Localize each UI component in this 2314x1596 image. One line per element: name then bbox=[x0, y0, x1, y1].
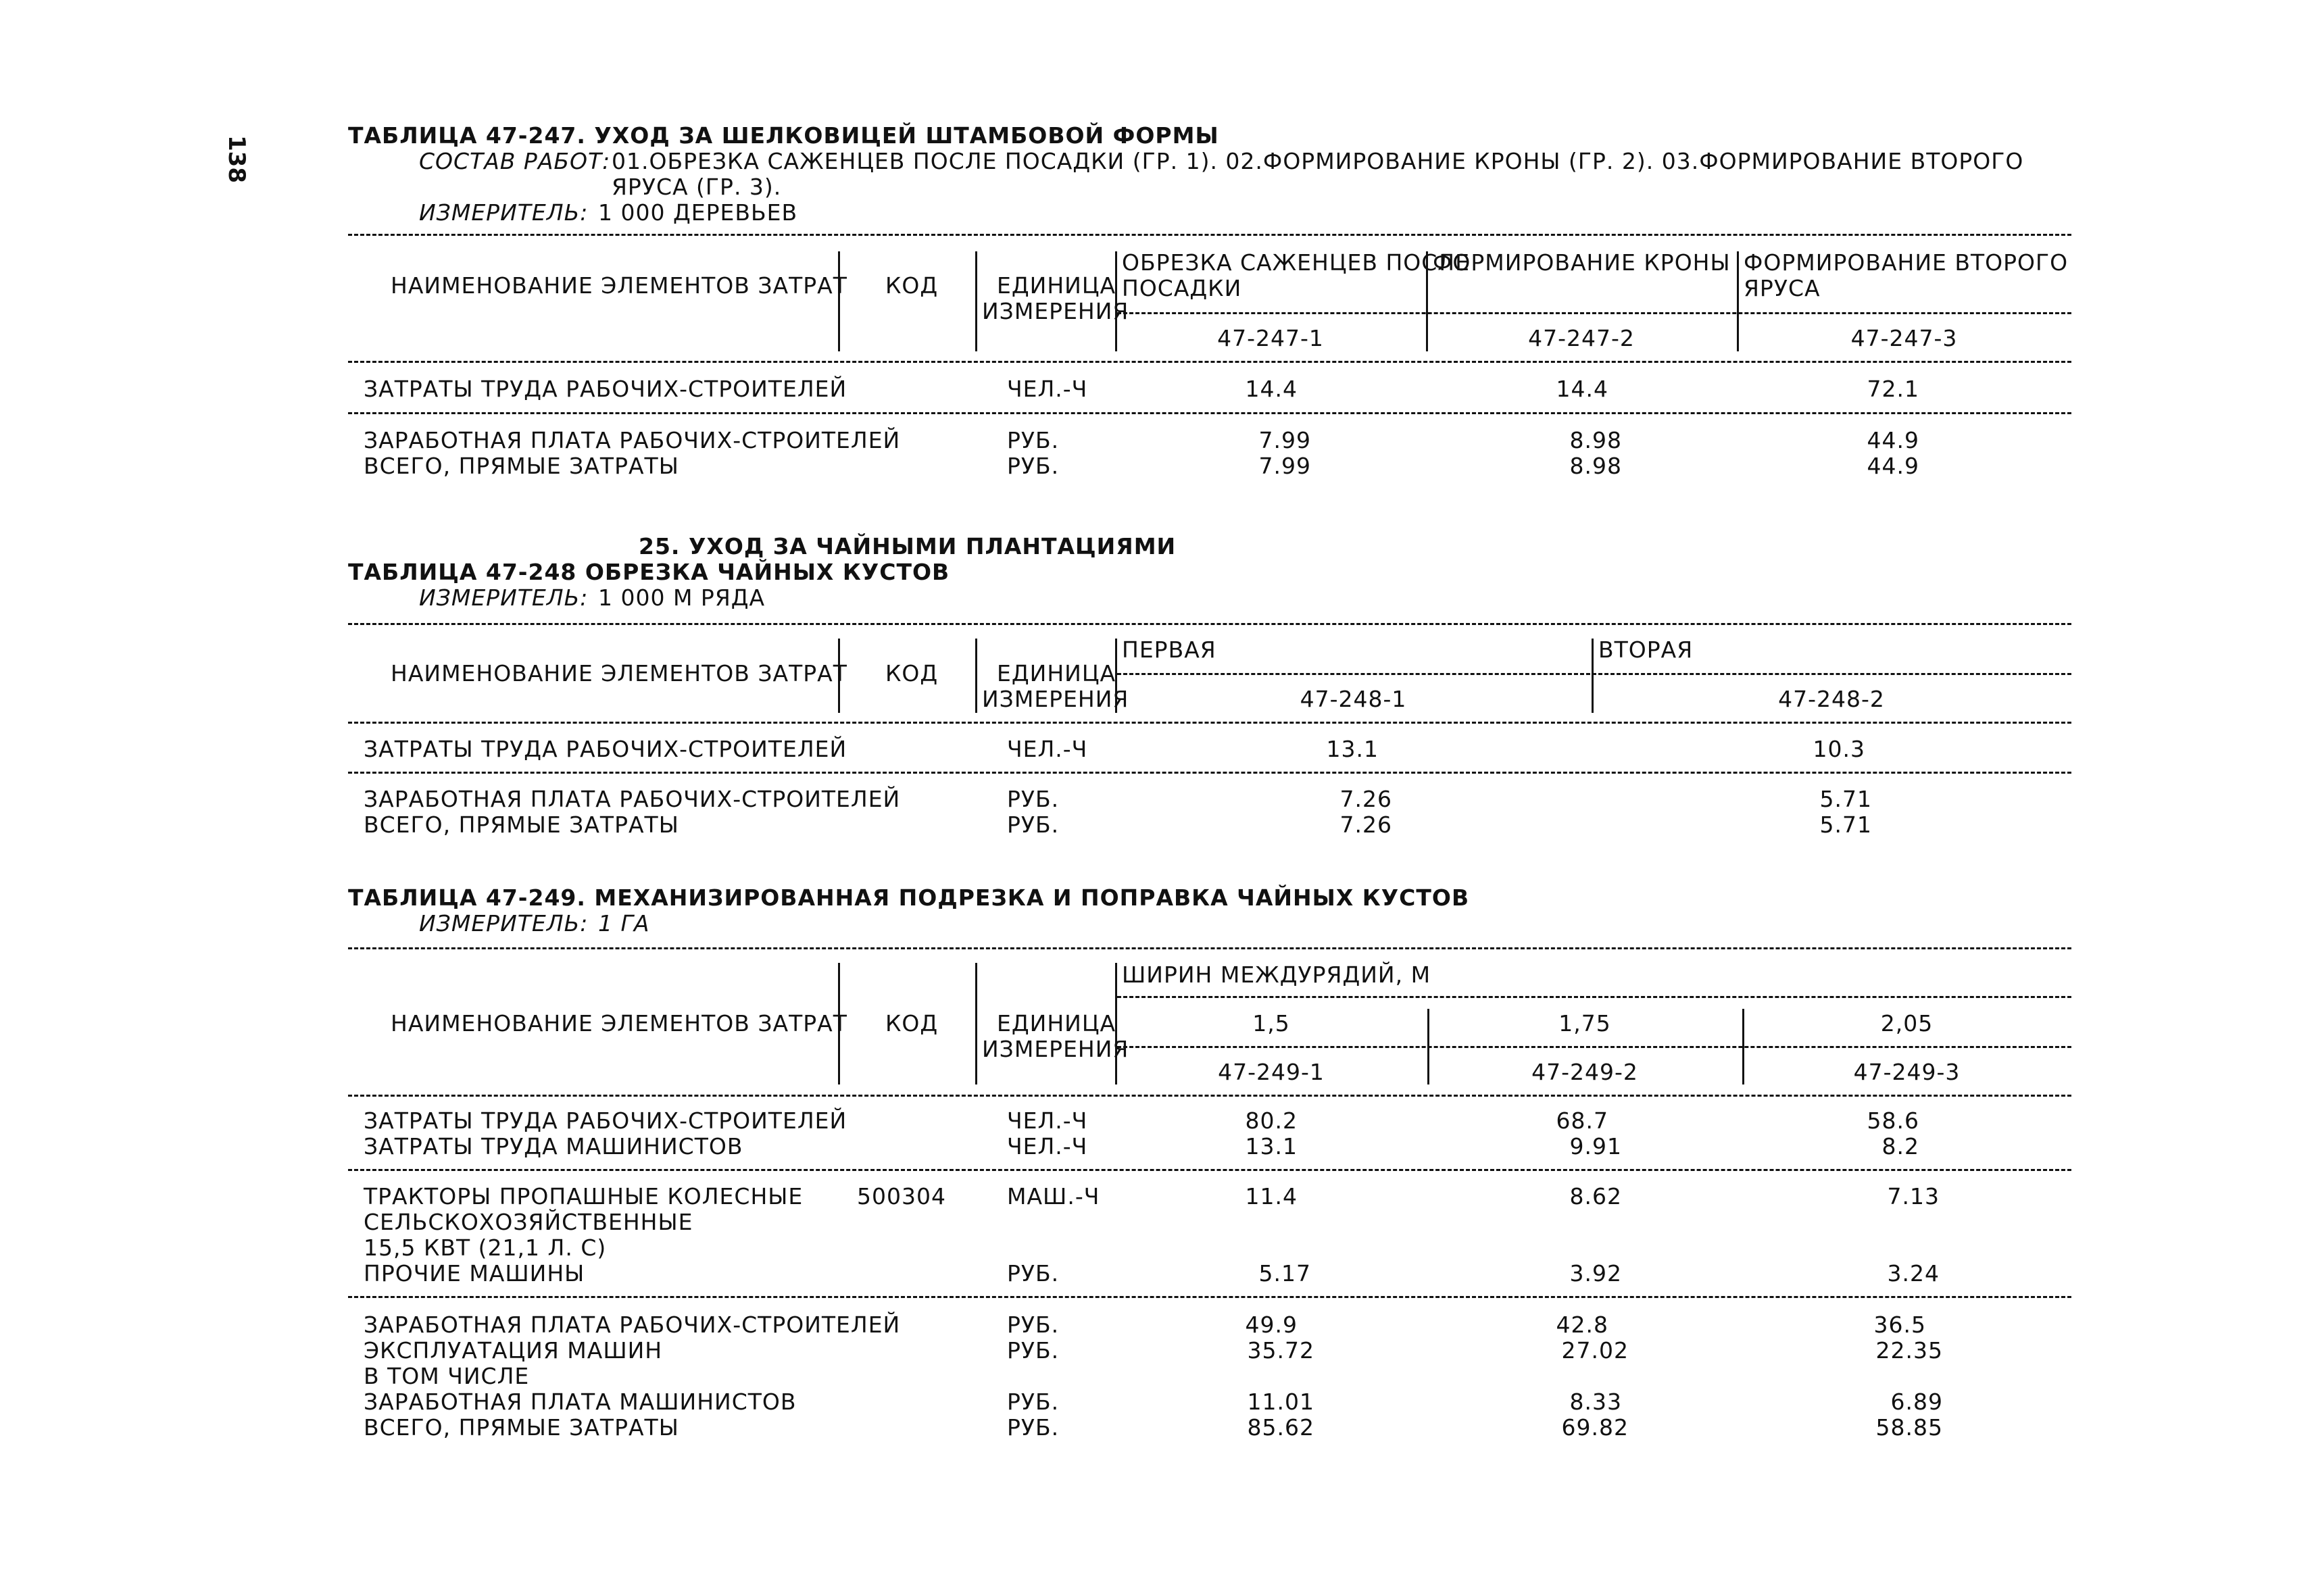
table-248-header-unit2: ИЗМЕРЕНИЯ bbox=[982, 686, 1129, 712]
table-row-value: 35.72 bbox=[1247, 1337, 1314, 1364]
table-249-izm-value: 1 ГА bbox=[598, 910, 650, 937]
table-248-code2: 47-248-2 bbox=[1778, 686, 1885, 712]
table-row-name: СЕЛЬСКОХОЗЯЙСТВЕННЫЕ bbox=[364, 1209, 693, 1235]
rule bbox=[348, 412, 2071, 414]
table-248-header-name: НАИМЕНОВАНИЕ ЭЛЕМЕНТОВ ЗАТРАТ bbox=[391, 660, 847, 687]
table-row-value: 8.98 bbox=[1569, 427, 1622, 453]
table-row-name: ЗАТРАТЫ ТРУДА РАБОЧИХ-СТРОИТЕЛЕЙ bbox=[364, 376, 847, 402]
table-row-value: 22.35 bbox=[1875, 1337, 1943, 1364]
table-row-unit: МАШ.-Ч bbox=[1007, 1183, 1100, 1210]
table-row-name: ТРАКТОРЫ ПРОПАШНЫЕ КОЛЕСНЫЕ bbox=[364, 1183, 804, 1210]
table-row-value: 58.6 bbox=[1867, 1107, 1919, 1134]
rule bbox=[348, 623, 2071, 625]
table-row-value: 8.2 bbox=[1881, 1133, 1919, 1159]
table-row-value: 80.2 bbox=[1245, 1107, 1298, 1134]
table-row-name: ЗАРАБОТНАЯ ПЛАТА РАБОЧИХ-СТРОИТЕЛЕЙ bbox=[364, 786, 901, 812]
table-row-name: ЗАТРАТЫ ТРУДА РАБОЧИХ-СТРОИТЕЛЕЙ bbox=[364, 736, 847, 762]
table-row-name: 15,5 КВТ (21,1 Л. С) bbox=[364, 1235, 607, 1261]
table-row-value: 9.91 bbox=[1569, 1133, 1622, 1159]
table-row-value: 8.62 bbox=[1569, 1183, 1622, 1210]
table-row-name: ЗАРАБОТНАЯ ПЛАТА МАШИНИСТОВ bbox=[364, 1389, 797, 1415]
rule bbox=[348, 722, 2071, 724]
table-248-header-kod: КОД bbox=[885, 660, 939, 687]
table-row-value: 3.92 bbox=[1569, 1260, 1622, 1287]
table-row-unit: РУБ. bbox=[1007, 1312, 1060, 1338]
table-249-width1: 1,5 bbox=[1252, 1010, 1290, 1037]
rule bbox=[348, 1296, 2071, 1298]
table-248-header-unit: ЕДИНИЦА bbox=[997, 660, 1116, 687]
table-249-code2: 47-249-2 bbox=[1531, 1059, 1638, 1085]
table-row-unit: РУБ. bbox=[1007, 1260, 1060, 1287]
table-247-header-kod: КОД bbox=[885, 272, 939, 299]
rule bbox=[1117, 996, 2071, 998]
col-separator bbox=[975, 251, 977, 351]
table-row-value: 5.71 bbox=[1819, 812, 1872, 838]
table-247-code2: 47-247-2 bbox=[1528, 325, 1635, 351]
table-row-value: 6.89 bbox=[1890, 1389, 1943, 1415]
table-248-izm-label: ИЗМЕРИТЕЛЬ: bbox=[419, 584, 589, 611]
table-249-title: ТАБЛИЦА 47-249. МЕХАНИЗИРОВАННАЯ ПОДРЕЗКА И ПОПРАВКА ЧАЙНЫХ КУСТОВ bbox=[348, 884, 1470, 911]
table-row-value: 7.99 bbox=[1258, 427, 1311, 453]
table-row-value: 13.1 bbox=[1245, 1133, 1298, 1159]
table-row-value: 7.26 bbox=[1339, 812, 1392, 838]
table-row-unit: РУБ. bbox=[1007, 453, 1060, 479]
table-row-unit: РУБ. bbox=[1007, 1389, 1060, 1415]
table-247-izm-value: 1 000 ДЕРЕВЬЕВ bbox=[598, 199, 798, 226]
table-row-value: 85.62 bbox=[1247, 1414, 1314, 1441]
table-247-code1: 47-247-1 bbox=[1217, 325, 1324, 351]
table-row-value: 7.99 bbox=[1258, 453, 1311, 479]
table-row-unit: РУБ. bbox=[1007, 427, 1060, 453]
table-247-code3: 47-247-3 bbox=[1850, 325, 1958, 351]
rule bbox=[348, 361, 2071, 363]
table-row-value: 68.7 bbox=[1556, 1107, 1608, 1134]
table-row-value: 5.71 bbox=[1819, 786, 1872, 812]
table-row-value: 5.17 bbox=[1258, 1260, 1311, 1287]
table-248-col2-title: ВТОРАЯ bbox=[1598, 637, 1694, 663]
page-number: 138 bbox=[223, 135, 250, 183]
table-row-value: 58.85 bbox=[1875, 1414, 1943, 1441]
table-row-name: ВСЕГО, ПРЯМЫЕ ЗАТРАТЫ bbox=[364, 1414, 679, 1441]
table-249-header-unit2: ИЗМЕРЕНИЯ bbox=[982, 1036, 1129, 1062]
table-row-unit: РУБ. bbox=[1007, 1337, 1060, 1364]
table-247-col1-title: ОБРЕЗКА САЖЕНЦЕВ ПОСЛЕ bbox=[1122, 249, 1470, 276]
table-247-col1-title2: ПОСАДКИ bbox=[1122, 275, 1242, 301]
rule bbox=[1117, 673, 2071, 675]
table-row-unit: ЧЕЛ.-Ч bbox=[1007, 736, 1088, 762]
table-row-value: 49.9 bbox=[1245, 1312, 1298, 1338]
table-row-value: 44.9 bbox=[1867, 427, 1919, 453]
table-row-value: 36.5 bbox=[1873, 1312, 1926, 1338]
table-row-name: ЗАРАБОТНАЯ ПЛАТА РАБОЧИХ-СТРОИТЕЛЕЙ bbox=[364, 1312, 901, 1338]
table-row-unit: ЧЕЛ.-Ч bbox=[1007, 1107, 1088, 1134]
table-249-header-unit: ЕДИНИЦА bbox=[997, 1010, 1116, 1037]
table-row-name: В ТОМ ЧИСЛЕ bbox=[364, 1363, 530, 1389]
table-249-width2: 1,75 bbox=[1558, 1010, 1611, 1037]
table-247-col3-title: ФОРМИРОВАНИЕ ВТОРОГО bbox=[1744, 249, 2069, 276]
table-row-value: 8.33 bbox=[1569, 1389, 1622, 1415]
table-row-value: 14.4 bbox=[1556, 376, 1608, 402]
table-row-kod: 500304 bbox=[857, 1183, 946, 1210]
table-row-name: ЭКСПЛУАТАЦИЯ МАШИН bbox=[364, 1337, 663, 1364]
table-row-name: ВСЕГО, ПРЯМЫЕ ЗАТРАТЫ bbox=[364, 812, 679, 838]
table-row-value: 11.01 bbox=[1247, 1389, 1314, 1415]
rule bbox=[348, 947, 2071, 949]
table-248-title: ТАБЛИЦА 47-248 ОБРЕЗКА ЧАЙНЫХ КУСТОВ bbox=[348, 559, 950, 585]
rule bbox=[348, 1095, 2071, 1097]
rule bbox=[348, 1169, 2071, 1171]
table-249-code1: 47-249-1 bbox=[1218, 1059, 1325, 1085]
rule bbox=[1117, 1046, 2071, 1048]
table-row-unit: ЧЕЛ.-Ч bbox=[1007, 376, 1088, 402]
table-249-header-name: НАИМЕНОВАНИЕ ЭЛЕМЕНТОВ ЗАТРАТ bbox=[391, 1010, 847, 1037]
table-247-sostav-label: СОСТАВ РАБОТ: bbox=[419, 148, 611, 174]
table-249-izm-label: ИЗМЕРИТЕЛЬ: bbox=[419, 910, 589, 937]
table-row-value: 44.9 bbox=[1867, 453, 1919, 479]
table-248-code1: 47-248-1 bbox=[1300, 686, 1407, 712]
table-row-unit: РУБ. bbox=[1007, 1414, 1060, 1441]
table-249-group-title: ШИРИН МЕЖДУРЯДИЙ, М bbox=[1122, 962, 1431, 988]
section-title: 25. УХОД ЗА ЧАЙНЫМИ ПЛАНТАЦИЯМИ bbox=[639, 533, 1177, 559]
table-row-name: ЗАРАБОТНАЯ ПЛАТА РАБОЧИХ-СТРОИТЕЛЕЙ bbox=[364, 427, 901, 453]
table-247-header-unit: ЕДИНИЦА bbox=[997, 272, 1116, 299]
table-row-name: ЗАТРАТЫ ТРУДА МАШИНИСТОВ bbox=[364, 1133, 743, 1159]
table-247-header-unit2: ИЗМЕРЕНИЯ bbox=[982, 298, 1129, 324]
table-row-value: 7.13 bbox=[1887, 1183, 1940, 1210]
col-separator bbox=[975, 639, 977, 713]
table-row-value: 8.98 bbox=[1569, 453, 1622, 479]
table-row-name: ЗАТРАТЫ ТРУДА РАБОЧИХ-СТРОИТЕЛЕЙ bbox=[364, 1107, 847, 1134]
table-row-unit: ЧЕЛ.-Ч bbox=[1007, 1133, 1088, 1159]
table-row-unit: РУБ. bbox=[1007, 786, 1060, 812]
table-249-header-kod: КОД bbox=[885, 1010, 939, 1037]
table-247-header-name: НАИМЕНОВАНИЕ ЭЛЕМЕНТОВ ЗАТРАТ bbox=[391, 272, 847, 299]
table-row-value: 14.4 bbox=[1245, 376, 1298, 402]
table-row-value: 7.26 bbox=[1339, 786, 1392, 812]
table-row-value: 10.3 bbox=[1813, 736, 1865, 762]
table-row-value: 42.8 bbox=[1556, 1312, 1608, 1338]
rule bbox=[1117, 312, 2071, 314]
table-249-width3: 2,05 bbox=[1880, 1010, 1934, 1037]
rule bbox=[348, 772, 2071, 774]
table-247-col2-title: ФОРМИРОВАНИЕ КРОНЫ bbox=[1433, 249, 1731, 276]
table-row-value: 11.4 bbox=[1245, 1183, 1298, 1210]
col-separator bbox=[975, 963, 977, 1084]
table-row-value: 69.82 bbox=[1561, 1414, 1629, 1441]
table-247-izm-label: ИЗМЕРИТЕЛЬ: bbox=[419, 199, 589, 226]
table-249-code3: 47-249-3 bbox=[1853, 1059, 1961, 1085]
table-row-value: 27.02 bbox=[1561, 1337, 1629, 1364]
col-separator bbox=[838, 251, 840, 351]
table-row-name: ВСЕГО, ПРЯМЫЕ ЗАТРАТЫ bbox=[364, 453, 679, 479]
table-row-name: ПРОЧИЕ МАШИНЫ bbox=[364, 1260, 585, 1287]
table-row-value: 3.24 bbox=[1887, 1260, 1940, 1287]
table-247-col3-title2: ЯРУСА bbox=[1744, 275, 1821, 301]
table-248-izm-value: 1 000 М РЯДА bbox=[598, 584, 766, 611]
table-248-col1-title: ПЕРВАЯ bbox=[1122, 637, 1216, 663]
rule bbox=[348, 234, 2071, 236]
table-row-value: 72.1 bbox=[1867, 376, 1919, 402]
table-247-sostav-line2: ЯРУСА (ГР. 3). bbox=[612, 174, 782, 200]
table-247-title: ТАБЛИЦА 47-247. УХОД ЗА ШЕЛКОВИЦЕЙ ШТАМБОВОЙ ФОРМЫ bbox=[348, 122, 1219, 149]
table-row-unit: РУБ. bbox=[1007, 812, 1060, 838]
table-row-value: 13.1 bbox=[1326, 736, 1379, 762]
table-247-sostav-line1: 01.ОБРЕЗКА САЖЕНЦЕВ ПОСЛЕ ПОСАДКИ (ГР. 1). 02.ФОРМИРОВАНИЕ КРОНЫ (ГР. 2). 03.ФОРМИРОВАНИЕ ВТОРОГО bbox=[612, 148, 2024, 174]
